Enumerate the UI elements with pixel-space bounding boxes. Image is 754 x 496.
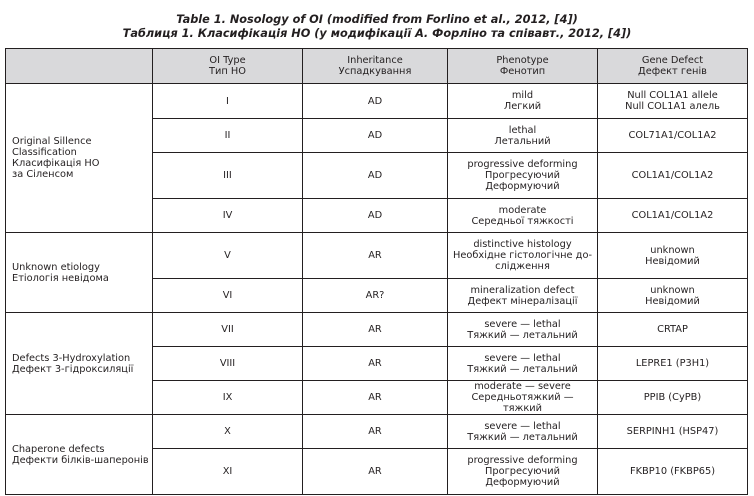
header-phenotype: Phenotype Фенотип [448,49,598,84]
oi-type-cell: XI [153,449,303,495]
phenotype-cell: progressive deforming Прогресуючий Деформуючий [448,449,598,495]
phenotype-cell: severe — lethal Тяжкий — летальний [448,347,598,381]
oi-type-cell: I [153,84,303,119]
phenotype-cell: moderate — severe Середньотяжкий — тяжкий [448,381,598,415]
inheritance-cell: AR? [303,279,448,313]
table-row [6,415,748,449]
phenotype-cell: mild Легкий [448,84,598,119]
inheritance-cell: AR [303,415,448,449]
gene-defect-cell: COL1A1/COL1A2 [598,199,748,233]
inheritance-cell: AD [303,84,448,119]
gene-defect-cell: COL1A1/COL1A2 [598,153,748,199]
caption-english: Table 1. Nosology of OI (modified from Forlino et al., 2012, [4]) [176,13,578,26]
table-row [6,84,748,119]
group-label: Original Sillence Classification Класифікація НО за Сіленсом [6,84,153,233]
nosology-table [5,48,748,495]
oi-type-cell: VIII [153,347,303,381]
inheritance-cell: AR [303,233,448,279]
gene-defect-cell: LEPRE1 (P3H1) [598,347,748,381]
oi-type-cell: X [153,415,303,449]
header-empty [6,49,153,84]
table-caption [0,13,754,41]
inheritance-cell: AR [303,449,448,495]
oi-type-cell: V [153,233,303,279]
group-label: Defects 3-Hydroxylation Дефект 3-гідроксиляції [6,313,153,415]
oi-type-cell: II [153,119,303,153]
inheritance-cell: AR [303,381,448,415]
oi-type-cell: VI [153,279,303,313]
table-row [6,313,748,347]
inheritance-cell: AD [303,119,448,153]
oi-type-cell: VII [153,313,303,347]
inheritance-cell: AR [303,347,448,381]
phenotype-cell: progressive deforming Прогресуючий Деформуючий [448,153,598,199]
header-row [6,49,748,84]
table-row [6,233,748,279]
header-inheritance: Inheritance Успадкування [303,49,448,84]
gene-defect-cell: FKBP10 (FKBP65) [598,449,748,495]
group-label: Chaperone defects Дефекти білків-шаперонів [6,415,153,495]
phenotype-cell: moderate Середньої тяжкості [448,199,598,233]
caption-ukrainian: Таблиця 1. Класифікація НО (у модифікації А. Форліно та співавт., 2012, [4]) [122,27,632,40]
gene-defect-cell: SERPINH1 (HSP47) [598,415,748,449]
header-oi-type: OI Type Тип НО [153,49,303,84]
oi-type-cell: IV [153,199,303,233]
gene-defect-cell: unknown Невідомий [598,279,748,313]
oi-type-cell: III [153,153,303,199]
gene-defect-cell: unknown Невідомий [598,233,748,279]
inheritance-cell: AD [303,199,448,233]
inheritance-cell: AR [303,313,448,347]
phenotype-cell: distinctive histology Необхідне гістологічне до- слідження [448,233,598,279]
gene-defect-cell: CRTAP [598,313,748,347]
header-gene-defect: Gene Defect Дефект генів [598,49,748,84]
gene-defect-cell: COL71A1/COL1A2 [598,119,748,153]
phenotype-cell: severe — lethal Тяжкий — летальний [448,415,598,449]
phenotype-cell: severe — lethal Тяжкий — летальний [448,313,598,347]
gene-defect-cell: PPIB (CyPB) [598,381,748,415]
group-label: Unknown etiology Етіологія невідома [6,233,153,313]
phenotype-cell: mineralization defect Дефект мінералізації [448,279,598,313]
inheritance-cell: AD [303,153,448,199]
phenotype-cell: lethal Летальний [448,119,598,153]
gene-defect-cell: Null COL1A1 allele Null COL1A1 алель [598,84,748,119]
oi-type-cell: IX [153,381,303,415]
